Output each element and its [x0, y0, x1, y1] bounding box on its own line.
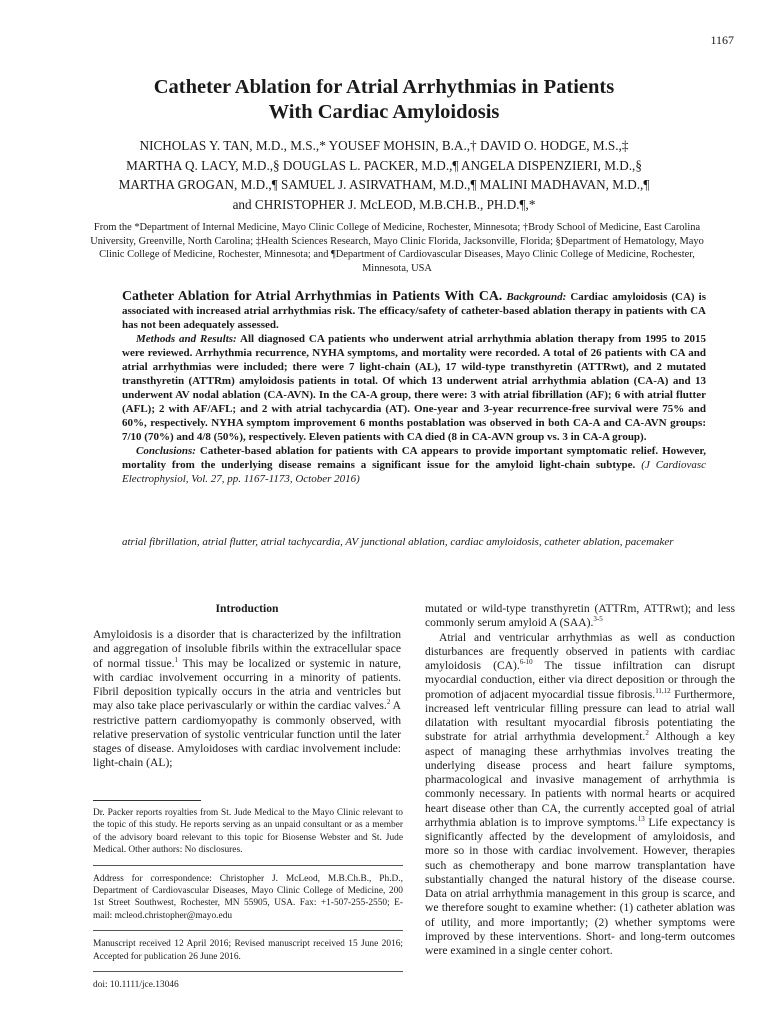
affiliations: From the *Department of Internal Medicine, Mayo Clinic College of Medicine, Rochester, Minnesota; †Brody School of Medicine, East Carolina University, Greenville, North Carolina; ‡Health Sciences Research, Mayo Clinic Florida, Jacksonville, Florida; §Department of Hematology, Mayo Clinic College of Medicine, Rochester, Minnesota; and ¶Department of Cardiovascular Diseases, Mayo Clinic College of Medicine, Rochester, Minnesota, USA — [90, 222, 704, 274]
right-ref-1: 3-5 — [593, 615, 603, 624]
abstract-methods — [122, 332, 706, 444]
right-text-2e: Life expectancy is significantly affected by the development of amyloidosis, and more so in those with cardiac involvement. However, therapies such as chemotherapy and bone marrow transplantation have substantially changed the natural history of the disease course. Data on atrial arrhythmia management in this group is scarce, and we therefore sought to examine whether: (1) catheter ablation was of utility, and more importantly; (2) whether symptoms were improved by these interventions. Short- and long-term outcomes were examined in a single center cohort. — [425, 815, 735, 957]
right-column — [425, 602, 735, 958]
introduction-heading: Introduction — [215, 602, 279, 615]
author-list — [60, 136, 708, 214]
right-ref-3: 11,12 — [655, 686, 671, 695]
methods-label: Methods and Results: — [136, 333, 237, 345]
correspondence-note: Address for correspondence: Christopher J. McLeod, M.B.Ch.B., Ph.D., Department of Cardiovascular Diseases, Mayo Clinic College of Medicine, 200 1st Street Southwest, Rochester, MN 55905, USA. Fax: +1-507-255-2550; E-mail: mcleod.christopher@mayo.edu — [93, 873, 403, 921]
right-text-2a: Atrial and ventricular arrhythmias as well as conduction disturbances are frequently observed in patients with cardiac amyloidosis (CA). — [425, 630, 735, 672]
abstract — [122, 289, 706, 486]
title-line-2: With Cardiac Amyloidosis — [268, 101, 500, 123]
right-text-2d: Although a key aspect of managing these arrhythmias involves treating the underlying disease process and heart failure symptoms, pharmacological and invasive management of arrhythmia is commonly necessary. In patients with normal hearts or acquired heart disease other than CA, the currently accepted goal of atrial arrhythmia ablation is to improve symptoms. — [425, 730, 735, 829]
intro-ref-1: 1 — [174, 655, 178, 664]
abstract-conclusions — [122, 444, 706, 486]
left-column — [93, 602, 401, 771]
right-text-1a: mutated or wild-type transthyretin (ATTRm, ATTRwt); and less commonly serum amyloid A (SAA). — [425, 602, 735, 630]
intro-text-b: This may be localized or systemic in nature, with cardiac involvement occurring in a minority of patients. Fibril deposition typically occurs in the atria and ventricles but may also take place perivascularly or within the cardiac valves. — [93, 656, 401, 713]
right-ref-2: 6-10 — [519, 658, 533, 667]
title-line-1: Catheter Ablation for Atrial Arrhythmias in Patients — [153, 76, 615, 98]
right-ref-5: 13 — [637, 814, 645, 823]
right-paragraph-1 — [425, 602, 735, 631]
footnote-divider — [93, 971, 403, 972]
article-title — [60, 75, 708, 125]
keywords: atrial fibrillation, atrial flutter, atrial tachycardia, AV junctional ablation, cardiac amyloidosis, catheter ablation, pacemaker — [122, 536, 674, 548]
doi-link[interactable]: doi: 10.1111/jce.13046 — [93, 980, 179, 991]
journal-citation: (J Cardiovasc Electrophysiol, Vol. 27, pp. 1167-1173, October 2016) — [122, 459, 707, 485]
intro-text-a: Amyloidosis is a disorder that is characterized by the infiltration and aggregation of insoluble fibrils within the extracellular space of normal tissue. — [93, 628, 401, 670]
author-line-1: NICHOLAS Y. TAN, M.D., M.S.,* YOUSEF MOHSIN, B.A.,† DAVID O. HODGE, M.S.,‡ — [139, 138, 629, 153]
intro-text-c: A restrictive pattern cardiomyopathy is commonly observed, with relative preservation of systolic ventricular function until the later stages of disease. Amyloidoses with cardiac involvement include: light-chain (AL); — [93, 699, 401, 770]
author-line-3: MARTHA GROGAN, M.D.,¶ SAMUEL J. ASIRVATHAM, M.D.,¶ MALINI MADHAVAN, M.D.,¶ — [118, 177, 650, 192]
conclusions-text: Catheter-based ablation for patients with CA appears to provide important symptomatic relief. However, mortality from the underlying disease remains a significant issue for the amyloid light-chain subtype. — [122, 445, 707, 471]
page-number: 1167 — [710, 33, 734, 47]
right-text-2b: The tissue infiltration can disrupt myocardial conduction, either via direct deposition or through the promotion of adjacent myocardial tissue fibrosis. — [425, 659, 735, 701]
footnote-rule — [93, 800, 201, 801]
disclosure-note: Dr. Packer reports royalties from St. Jude Medical to the Mayo Clinic relevant to the topic of this study. He reports serving as an unpaid consultant or as a member of the advisory board relevant to this topic for Biosense Webster and St. Jude Medical. Other authors: No disclosures. — [93, 808, 403, 856]
intro-ref-2: 2 — [386, 698, 391, 707]
conclusions-label: Conclusions: — [136, 445, 196, 457]
background-text: Cardiac amyloidosis (CA) is associated with increased atrial arrhythmias risk. The efficacy/safety of catheter-based ablation therapy in patients with CA has not been adequately assessed. — [122, 291, 707, 331]
abstract-title: Catheter Ablation for Atrial Arrhythmias in Patients With CA. — [122, 288, 503, 303]
right-paragraph-2 — [425, 631, 735, 959]
background-label: Background: — [506, 291, 567, 303]
footnote-divider — [93, 930, 403, 931]
footnote-divider — [93, 865, 403, 866]
right-text-2c: Furthermore, increased left ventricular filling pressure can lead to atrial wall dilatation with resultant myocardial fibrosis potentiating the substrate for atrial arrhythmia development. — [425, 687, 736, 744]
introduction-paragraph — [93, 628, 401, 771]
author-line-4: and CHRISTOPHER J. McLEOD, M.B.CH.B., PH.D.¶,* — [232, 196, 536, 212]
manuscript-dates: Manuscript received 12 April 2016; Revised manuscript received 15 June 2016; Accepted for publication 26 June 2016. — [93, 939, 403, 962]
author-line-2: MARTHA Q. LACY, M.D.,§ DOUGLAS L. PACKER, M.D.,¶ ANGELA DISPENZIERI, M.D.,§ — [126, 157, 642, 173]
methods-text: All diagnosed CA patients who underwent atrial arrhythmia ablation therapy from 1995 to 2015 were reviewed. Arrhythmia recurrence, NYHA symptoms, and mortality were recorded. A total of 26 patients with CA and atrial arrhythmias were included; there were 7 light-chain (AL), 17 wild-type transthyretin (ATTRwt), and 2 mutated transthyretin (ATTRm) amyloidosis patients in total. Of which 13 underwent atrial arrhythmia ablation (CA-A) and 13 underwent AV nodal ablation (CA-AVN). In the CA-A group, there were: 3 with atrial fibrillation (AF); 6 with atrial flutter (AFL); 2 with AF/AFL; and 2 with atrial tachycardia (AT). One-year and 3-year recurrence-free survival were 75% and 60%, respectively. NYHA symptom improvement 6 months postablation was observed in both CA-A and CA-AVN groups: 7/10 (70%) and 4/8 (50%), respectively. Eleven patients with CA died (8 in CA-AVN group vs. 3 in CA-A group). — [122, 333, 706, 443]
right-ref-4: 2 — [645, 729, 649, 738]
abstract-background — [122, 289, 706, 332]
footnotes — [93, 800, 403, 991]
